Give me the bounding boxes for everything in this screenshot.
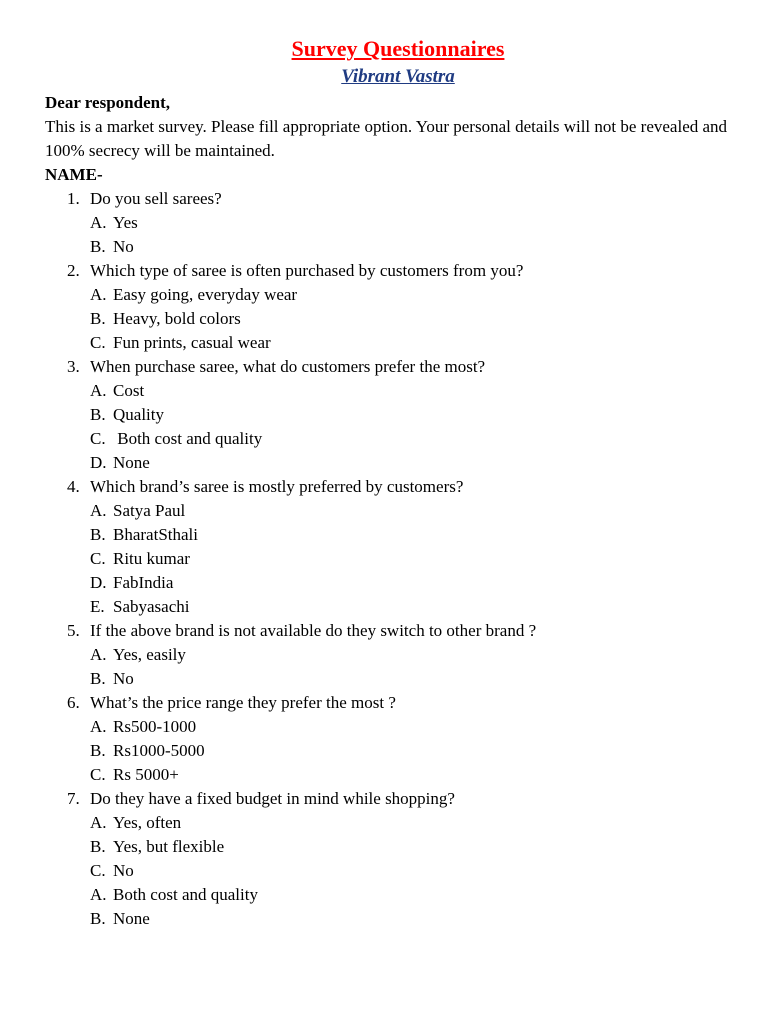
answer-option[interactable] [90,667,768,691]
question-text: What’s the price range they prefer the most ? [90,693,396,712]
option-letter: C. [90,861,106,880]
answer-option[interactable] [90,331,768,355]
option-text: Fun prints, casual wear [113,333,271,352]
answer-option[interactable] [90,595,768,619]
option-text: None [113,453,150,472]
question-item [45,475,768,619]
option-letter: B. [90,525,106,544]
option-letter: B. [90,909,106,928]
answer-option[interactable] [90,403,768,427]
option-letter: B. [90,669,106,688]
answer-option[interactable] [90,379,768,403]
question-text: Which type of saree is often purchased by customers from you? [90,261,524,280]
answer-option[interactable] [90,715,768,739]
option-text: FabIndia [113,573,174,592]
answer-option[interactable] [90,235,768,259]
option-letter: C. [90,765,106,784]
option-text: Yes [113,213,138,232]
question-text: Do you sell sarees? [90,189,222,208]
option-text: Yes, easily [113,645,186,664]
option-letter: B. [90,405,106,424]
answer-option[interactable] [90,859,768,883]
document-subtitle: Vibrant Vastra [341,66,455,87]
option-text: Quality [113,405,164,424]
option-letter: C. [90,549,106,568]
option-letter: B. [90,237,106,256]
intro-text: This is a market survey. Please fill appropriate option. Your personal details will not be revealed and 100% secrecy will be maintained. [45,117,728,160]
question-number: 1. [67,189,80,208]
option-list [45,379,768,475]
question-line [45,619,768,643]
option-text: Both cost and quality [113,885,258,904]
question-item [45,187,768,259]
option-letter: B. [90,309,106,328]
answer-option[interactable] [90,451,768,475]
option-list [45,499,768,619]
option-text: Heavy, bold colors [113,309,241,328]
question-number: 4. [67,477,80,496]
option-text: Rs 5000+ [113,765,179,784]
option-list [45,283,768,355]
answer-option[interactable] [90,283,768,307]
option-text: No [113,861,134,880]
option-text: Yes, often [113,813,182,832]
question-number: 5. [67,621,80,640]
option-letter: A. [90,885,107,904]
question-item [45,355,768,475]
answer-option[interactable] [90,211,768,235]
option-letter: B. [90,837,106,856]
name-label: NAME- [45,165,103,184]
option-list [45,643,768,691]
question-item [45,259,768,355]
option-letter: C. [90,333,106,352]
option-letter: E. [90,597,105,616]
option-text: Rs500-1000 [113,717,197,736]
answer-option[interactable] [90,907,768,931]
option-text: Easy going, everyday wear [113,285,298,304]
answer-option[interactable] [90,499,768,523]
answer-option[interactable] [90,739,768,763]
question-line [45,259,768,283]
option-list [45,211,768,259]
question-line [45,475,768,499]
question-text: Which brand’s saree is mostly preferred by customers? [90,477,464,496]
option-letter: A. [90,645,107,664]
answer-option[interactable] [90,523,768,547]
option-text: No [113,237,134,256]
question-number: 6. [67,693,80,712]
option-letter: A. [90,285,107,304]
option-letter: A. [90,813,107,832]
option-text: Both cost and quality [113,429,263,448]
answer-option[interactable] [90,643,768,667]
option-text: Rs1000-5000 [113,741,205,760]
option-letter: C. [90,429,106,448]
question-line [45,787,768,811]
option-text: Yes, but flexible [113,837,225,856]
option-letter: A. [90,381,107,400]
greeting: Dear respondent, [45,93,170,112]
question-list [45,187,768,931]
question-text: When purchase saree, what do customers prefer the most? [90,357,486,376]
option-text: Cost [113,381,145,400]
option-text: No [113,669,134,688]
option-text: BharatSthali [113,525,198,544]
option-text: Sabyasachi [113,597,190,616]
question-number: 2. [67,261,80,280]
answer-option[interactable] [90,427,768,451]
question-text: If the above brand is not available do they switch to other brand ? [90,621,537,640]
option-letter: A. [90,717,107,736]
answer-option[interactable] [90,763,768,787]
question-line [45,187,768,211]
option-list [45,811,768,931]
question-item [45,691,768,787]
option-text: Satya Paul [113,501,186,520]
option-list [45,715,768,787]
question-number: 7. [67,789,80,808]
option-text: Ritu kumar [113,549,190,568]
option-letter: D. [90,453,107,472]
question-line [45,355,768,379]
option-letter: D. [90,573,107,592]
document-title: Survey Questionnaires [291,36,505,61]
answer-option[interactable] [90,811,768,835]
question-line [45,691,768,715]
option-letter: A. [90,213,107,232]
question-number: 3. [67,357,80,376]
answer-option[interactable] [90,571,768,595]
answer-option[interactable] [90,307,768,331]
answer-option[interactable] [90,835,768,859]
answer-option[interactable] [90,547,768,571]
option-letter: B. [90,741,106,760]
option-text: None [113,909,150,928]
option-letter: A. [90,501,107,520]
answer-option[interactable] [90,883,768,907]
question-item [45,619,768,691]
question-item [45,787,768,931]
question-text: Do they have a fixed budget in mind while shopping? [90,789,455,808]
